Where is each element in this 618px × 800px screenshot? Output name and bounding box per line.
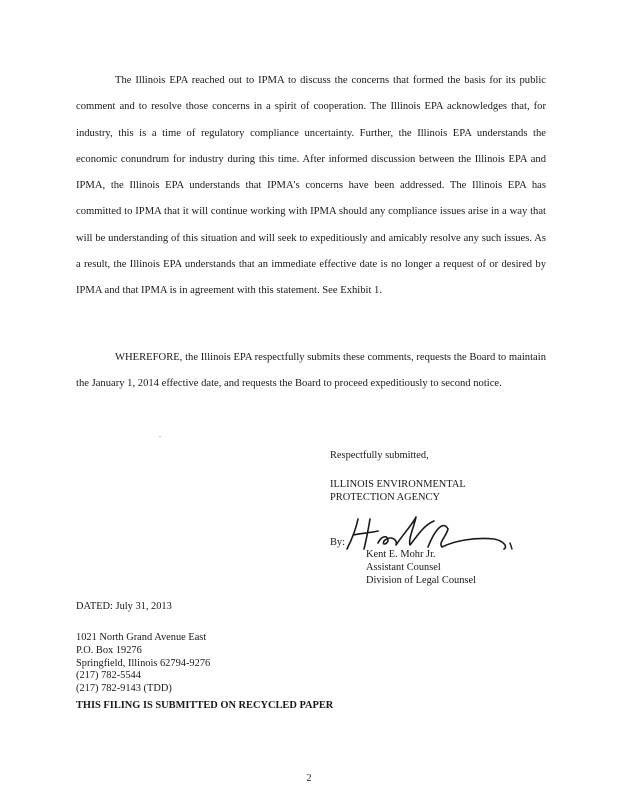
mailing-address — [76, 632, 210, 696]
recycled-paper-notice: THIS FILING IS SUBMITTED ON RECYCLED PAPER — [76, 700, 334, 711]
signer-name: Kent E. Mohr Jr. — [366, 549, 436, 560]
body-paragraph-2: WHEREFORE, the Illinois EPA respectfully submits these comments, requests the Board to maintain the January 1, 2014 effective date, and requests the Board to proceed expeditiously to second notice. — [76, 352, 546, 390]
stray-mark: . — [159, 430, 161, 439]
body-paragraph-1: The Illinois EPA reached out to IPMA to discuss the concerns that formed the basis for its public comment and to resolve those concerns in a spirit of cooperation. The Illinois EPA acknowledges that, for industry, this is a time of regulatory compliance uncertainty. Further, the Illinois EPA understands the economic conundrum for industry during this time. After informed discussion between the Illinois EPA and IPMA, the Illinois EPA understands that IPMA's concerns have been addressed. The Illinois EPA has committed to IPMA that it will continue working with IPMA should any compliance issues arise in a way that will be understanding of this situation and will seek to expeditiously and amicably resolve any such issues. As a result, the Illinois EPA understands that an immediate effective date is no longer a request of or desired by IPMA and that IPMA is in agreement with this statement. See Exhibit 1. — [76, 75, 546, 297]
signer-details — [366, 548, 476, 587]
handwritten-signature — [344, 513, 516, 553]
address-city: Springfield, Illinois 62794-9276 — [76, 657, 211, 669]
agency-name — [330, 478, 466, 504]
address-street: 1021 North Grand Avenue East — [76, 632, 207, 643]
agency-name-line-2: PROTECTION AGENCY — [330, 492, 440, 503]
by-label: By: — [330, 537, 346, 548]
address-po-box: P.O. Box 19276 — [76, 644, 142, 656]
dated-line: DATED: July 31, 2013 — [76, 601, 172, 612]
page-number: 2 — [306, 773, 312, 784]
agency-name-line-1: ILLINOIS ENVIRONMENTAL — [330, 479, 466, 490]
address-phone: (217) 782-5544 — [76, 670, 141, 682]
closing-salutation: Respectfully submitted, — [330, 450, 429, 461]
address-tdd: (217) 782-9143 (TDD) — [76, 683, 172, 695]
signer-title: Assistant Counsel — [366, 562, 441, 573]
signer-division: Division of Legal Counsel — [366, 575, 476, 586]
